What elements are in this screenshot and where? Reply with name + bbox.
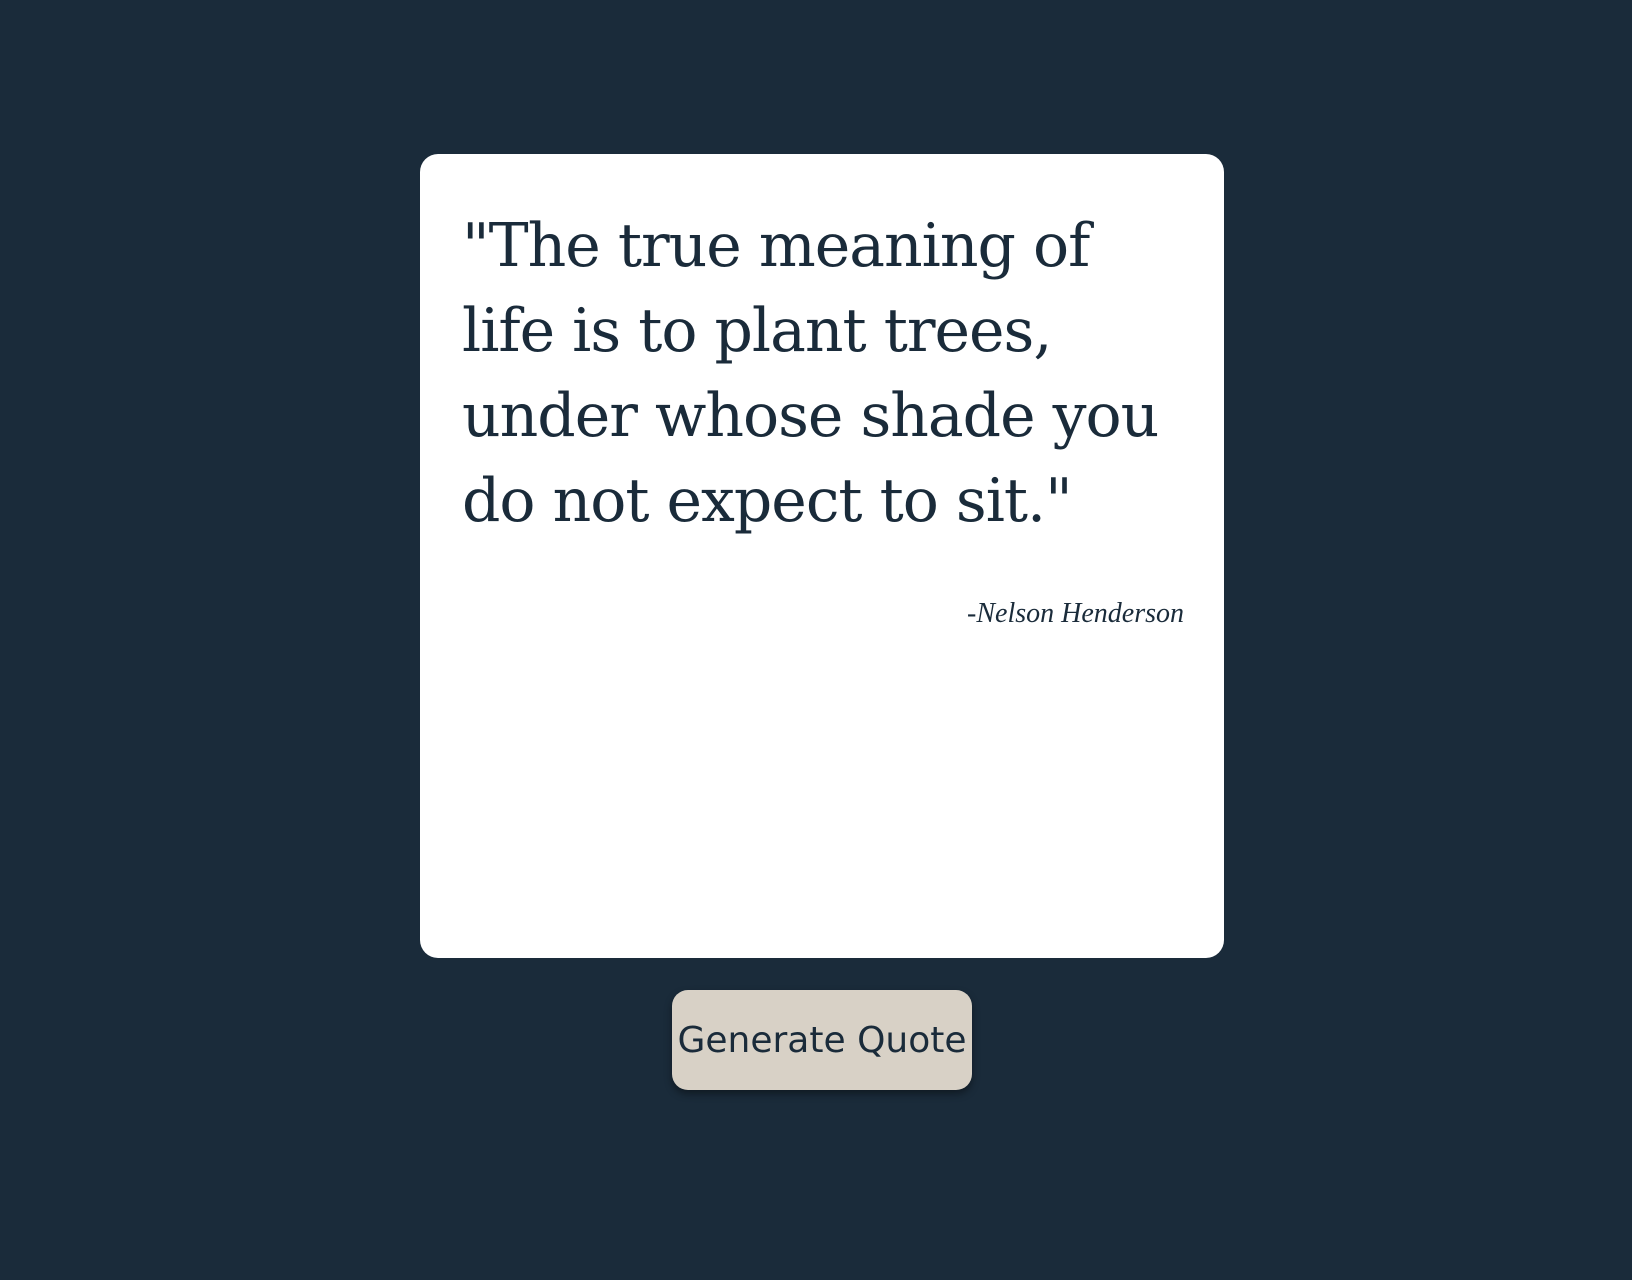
quote-text: "The true meaning of life is to plant trees, under whose shade you do not expect to sit." bbox=[462, 211, 1159, 536]
generate-quote-button[interactable]: Generate Quote bbox=[672, 990, 972, 1090]
quote-author: -Nelson Henderson bbox=[967, 598, 1184, 629]
quote-card bbox=[420, 154, 1224, 958]
